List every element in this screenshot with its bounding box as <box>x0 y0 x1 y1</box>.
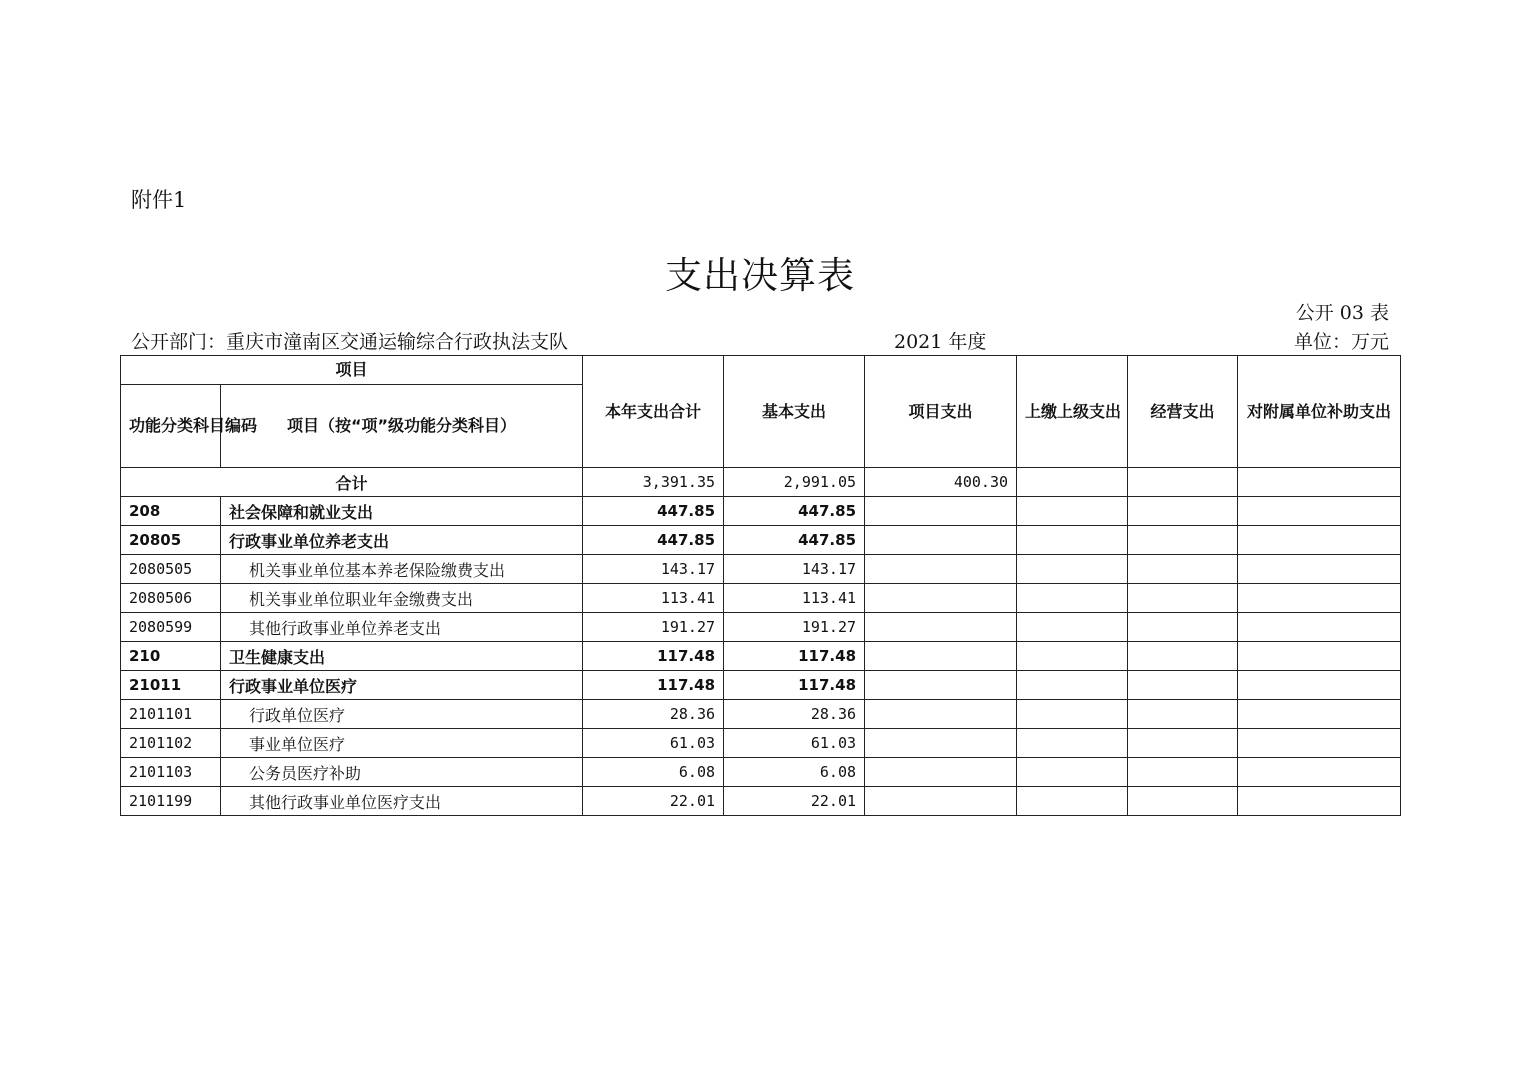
header-code: 功能分类科目编码 <box>121 385 221 468</box>
row-code: 2080505 <box>121 555 221 584</box>
row-business <box>1128 671 1238 700</box>
table-row <box>121 555 1401 584</box>
row-code: 2101102 <box>121 729 221 758</box>
row-total: 6.08 <box>583 758 724 787</box>
row-project <box>865 671 1017 700</box>
row-subsidy <box>1238 729 1401 758</box>
table-row <box>121 584 1401 613</box>
row-code: 208 <box>121 497 221 526</box>
department-label: 公开部门：重庆市潼南区交通运输综合行政执法支队 <box>131 331 569 353</box>
row-total: 28.36 <box>583 700 724 729</box>
row-name: 社会保障和就业支出 <box>221 497 583 526</box>
row-total: 117.48 <box>583 671 724 700</box>
row-subsidy <box>1238 584 1401 613</box>
table-row <box>121 613 1401 642</box>
row-remit-upper <box>1017 642 1128 671</box>
expenditure-table <box>120 355 1401 816</box>
total-remit-upper <box>1017 468 1128 497</box>
row-subsidy <box>1238 787 1401 816</box>
row-code: 2101103 <box>121 758 221 787</box>
row-project <box>865 642 1017 671</box>
attachment-label: 附件1 <box>131 188 187 212</box>
header-subsidy: 对附属单位补助支出 <box>1238 356 1401 468</box>
page-title: 支出决算表 <box>665 254 855 297</box>
row-remit-upper <box>1017 729 1128 758</box>
row-business <box>1128 729 1238 758</box>
row-code: 20805 <box>121 526 221 555</box>
row-remit-upper <box>1017 497 1128 526</box>
header-item-name: 项目（按“项”级功能分类科目） <box>221 385 583 468</box>
row-basic: 113.41 <box>724 584 865 613</box>
row-project <box>865 700 1017 729</box>
row-remit-upper <box>1017 787 1128 816</box>
total-project: 400.30 <box>865 468 1017 497</box>
form-number: 公开 03 表 <box>1295 302 1389 324</box>
table-row <box>121 700 1401 729</box>
row-project <box>865 729 1017 758</box>
row-code: 210 <box>121 642 221 671</box>
table-row <box>121 729 1401 758</box>
table-row <box>121 758 1401 787</box>
row-subsidy <box>1238 671 1401 700</box>
row-total: 22.01 <box>583 787 724 816</box>
fiscal-year: 2021 年度 <box>894 331 987 353</box>
row-remit-upper <box>1017 613 1128 642</box>
row-subsidy <box>1238 497 1401 526</box>
row-basic: 28.36 <box>724 700 865 729</box>
row-name: 其他行政事业单位医疗支出 <box>221 787 583 816</box>
row-business <box>1128 584 1238 613</box>
row-name: 机关事业单位基本养老保险缴费支出 <box>221 555 583 584</box>
row-total: 61.03 <box>583 729 724 758</box>
row-total: 143.17 <box>583 555 724 584</box>
row-total: 113.41 <box>583 584 724 613</box>
row-remit-upper <box>1017 700 1128 729</box>
row-business <box>1128 497 1238 526</box>
row-name: 事业单位医疗 <box>221 729 583 758</box>
row-name: 行政事业单位养老支出 <box>221 526 583 555</box>
row-name: 行政单位医疗 <box>221 700 583 729</box>
header-basic: 基本支出 <box>724 356 865 468</box>
row-basic: 191.27 <box>724 613 865 642</box>
row-basic: 117.48 <box>724 642 865 671</box>
row-subsidy <box>1238 555 1401 584</box>
row-total: 191.27 <box>583 613 724 642</box>
table-row <box>121 787 1401 816</box>
row-project <box>865 613 1017 642</box>
row-total: 447.85 <box>583 497 724 526</box>
row-total: 117.48 <box>583 642 724 671</box>
row-basic: 447.85 <box>724 497 865 526</box>
row-subsidy <box>1238 642 1401 671</box>
row-project <box>865 787 1017 816</box>
row-project <box>865 758 1017 787</box>
total-label: 合计 <box>121 468 583 497</box>
row-business <box>1128 787 1238 816</box>
row-name: 其他行政事业单位养老支出 <box>221 613 583 642</box>
unit-label: 单位：万元 <box>1293 331 1389 353</box>
row-business <box>1128 555 1238 584</box>
table-row <box>121 497 1401 526</box>
row-subsidy <box>1238 758 1401 787</box>
row-basic: 447.85 <box>724 526 865 555</box>
header-remit-upper: 上缴上级支出 <box>1017 356 1128 468</box>
row-business <box>1128 526 1238 555</box>
row-remit-upper <box>1017 555 1128 584</box>
row-name: 行政事业单位医疗 <box>221 671 583 700</box>
row-basic: 61.03 <box>724 729 865 758</box>
row-business <box>1128 758 1238 787</box>
row-subsidy <box>1238 526 1401 555</box>
row-basic: 117.48 <box>724 671 865 700</box>
row-subsidy <box>1238 700 1401 729</box>
row-remit-upper <box>1017 584 1128 613</box>
row-code: 21011 <box>121 671 221 700</box>
row-basic: 6.08 <box>724 758 865 787</box>
row-code: 2080599 <box>121 613 221 642</box>
table-row <box>121 671 1401 700</box>
row-code: 2101199 <box>121 787 221 816</box>
row-name: 公务员医疗补助 <box>221 758 583 787</box>
row-project <box>865 555 1017 584</box>
row-project <box>865 584 1017 613</box>
total-business <box>1128 468 1238 497</box>
row-business <box>1128 642 1238 671</box>
row-remit-upper <box>1017 758 1128 787</box>
row-total: 447.85 <box>583 526 724 555</box>
table-row <box>121 642 1401 671</box>
row-basic: 143.17 <box>724 555 865 584</box>
row-business <box>1128 613 1238 642</box>
row-basic: 22.01 <box>724 787 865 816</box>
row-business <box>1128 700 1238 729</box>
header-project-group: 项目 <box>121 356 583 385</box>
row-subsidy <box>1238 613 1401 642</box>
total-sum: 3,391.35 <box>583 468 724 497</box>
row-code: 2080506 <box>121 584 221 613</box>
row-remit-upper <box>1017 671 1128 700</box>
total-row <box>121 468 1401 497</box>
header-project: 项目支出 <box>865 356 1017 468</box>
row-remit-upper <box>1017 526 1128 555</box>
total-basic: 2,991.05 <box>724 468 865 497</box>
row-name: 卫生健康支出 <box>221 642 583 671</box>
table-row <box>121 526 1401 555</box>
row-project <box>865 497 1017 526</box>
row-name: 机关事业单位职业年金缴费支出 <box>221 584 583 613</box>
header-total: 本年支出合计 <box>583 356 724 468</box>
row-code: 2101101 <box>121 700 221 729</box>
row-project <box>865 526 1017 555</box>
total-subsidy <box>1238 468 1401 497</box>
header-business: 经营支出 <box>1128 356 1238 468</box>
